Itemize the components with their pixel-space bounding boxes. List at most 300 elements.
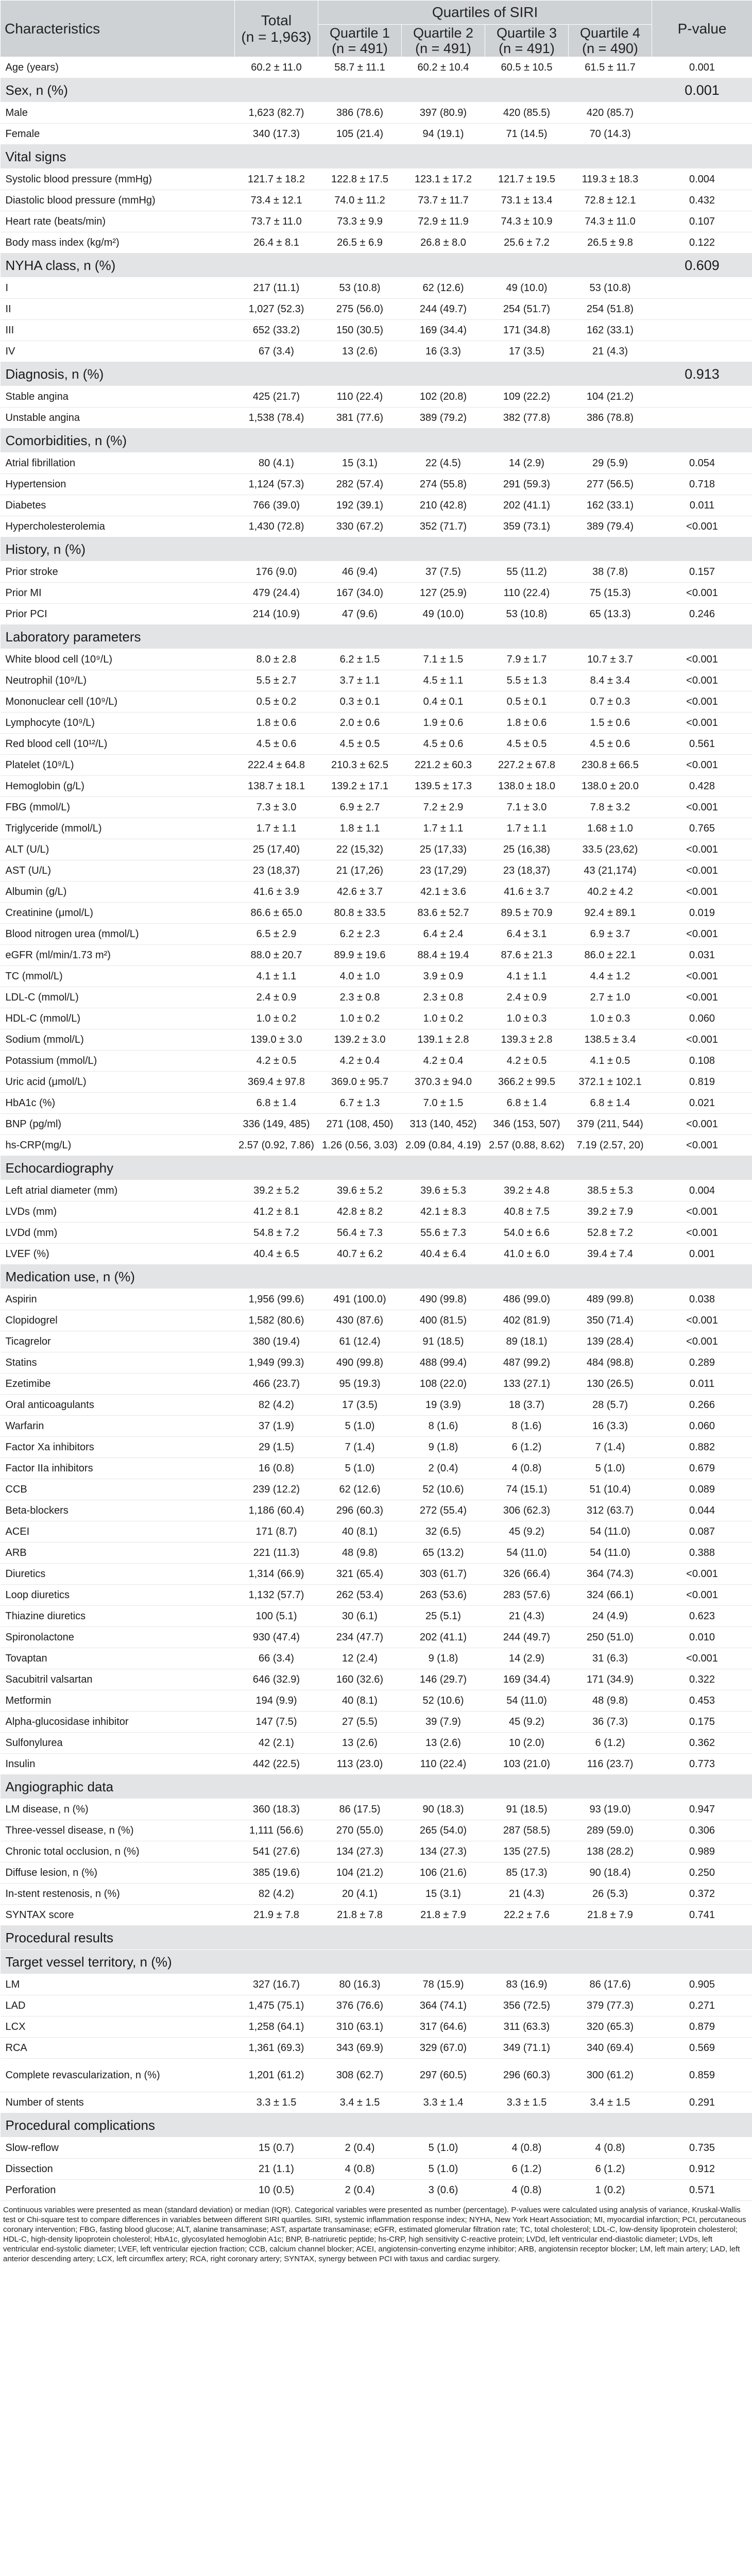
section-p-value: 0.913 [652,362,752,386]
p-value-cell: 0.819 [652,1072,752,1093]
quartile-4-cell: 0.7 ± 0.3 [569,691,652,713]
quartile-4-cell: 277 (56.5) [569,474,652,495]
quartile-1-header [318,25,402,57]
p-value-cell: <0.001 [652,797,752,818]
total-cell: 1,201 (61.2) [235,2059,318,2092]
quartile-1-cell: 150 (30.5) [318,320,402,341]
quartile-2-cell: 90 (18.3) [402,1799,485,1820]
quartile-1-cell: 270 (55.0) [318,1820,402,1841]
quartile-3-cell: 311 (63.3) [485,2016,569,2038]
quartile-4-cell: 162 (33.1) [569,320,652,341]
quartile-2-cell: 139.5 ± 17.3 [402,776,485,797]
quartile-4-cell: 1.68 ± 1.0 [569,818,652,839]
row-label: LVDs (mm) [1,1201,235,1223]
quartile-1-cell: 61 (12.4) [318,1331,402,1352]
total-cell: 40.4 ± 6.5 [235,1244,318,1265]
quartile-3-cell: 55 (11.2) [485,562,569,583]
quartile-2-cell: 3 (0.6) [402,2180,485,2201]
quartile-4-cell: 38.5 ± 5.3 [569,1180,652,1201]
quartile-3-cell: 71 (14.5) [485,124,569,145]
table-row [1,1201,752,1223]
quartile-4-cell: 4.1 ± 0.5 [569,1050,652,1072]
quartile-3-cell: 39.2 ± 4.8 [485,1180,569,1201]
quartile-4-cell: 489 (99.8) [569,1289,652,1310]
quartile-1-cell: 104 (21.2) [318,1862,402,1884]
quartile-1-cell: 310 (63.1) [318,2016,402,2038]
quartile-4-cell: 1.0 ± 0.3 [569,1008,652,1029]
quartile-1-cell: 2 (0.4) [318,2138,402,2159]
quartile-1-cell: 80.8 ± 33.5 [318,903,402,924]
row-label: Left atrial diameter (mm) [1,1180,235,1201]
row-label: Sulfonylurea [1,1733,235,1754]
table-row [1,797,752,818]
p-value-cell: 0.879 [652,2016,752,2038]
row-label: Uric acid (μmol/L) [1,1072,235,1093]
quartile-4-cell: 289 (59.0) [569,1820,652,1841]
quartile-1-cell: 39.6 ± 5.2 [318,1180,402,1201]
total-cell: 4.5 ± 0.6 [235,734,318,755]
quartile-3-cell: 287 (58.5) [485,1820,569,1841]
quartile-2-n: (n = 491) [415,41,471,56]
quartile-3-cell: 110 (22.4) [485,583,569,604]
quartile-1-cell: 80 (16.3) [318,1974,402,1995]
p-value-cell: 0.362 [652,1733,752,1754]
table-row [1,1884,752,1905]
row-label: Platelet (10⁹/L) [1,755,235,776]
quartile-1-cell: 7 (1.4) [318,1437,402,1458]
section-label: NYHA class, n (%) [1,253,652,278]
quartile-1-cell: 321 (65.4) [318,1564,402,1585]
quartile-1-cell: 386 (78.6) [318,103,402,124]
table-row [1,1331,752,1352]
quartile-1-cell: 42.8 ± 8.2 [318,1201,402,1223]
total-cell: 54.8 ± 7.2 [235,1223,318,1244]
quartile-4-cell: 5 (1.0) [569,1458,652,1479]
quartile-3-cell: 54 (11.0) [485,1690,569,1711]
section-header-row [1,537,752,562]
quartile-2-cell: 40.4 ± 6.4 [402,1244,485,1265]
quartile-1-cell: 2 (0.4) [318,2180,402,2201]
row-label: LM disease, n (%) [1,1799,235,1820]
quartile-3-cell: 402 (81.9) [485,1310,569,1331]
table-row [1,1310,752,1331]
p-value-cell: <0.001 [652,839,752,860]
quartile-2-cell: 490 (99.8) [402,1289,485,1310]
p-value-cell: 0.741 [652,1905,752,1926]
quartile-3-cell: 3.3 ± 1.5 [485,2092,569,2113]
quartile-3-cell: 486 (99.0) [485,1289,569,1310]
total-cell: 37 (1.9) [235,1416,318,1437]
row-label: Diffuse lesion, n (%) [1,1862,235,1884]
total-cell: 16 (0.8) [235,1458,318,1479]
p-value-cell: <0.001 [652,670,752,691]
quartile-4-cell: 54 (11.0) [569,1521,652,1543]
quartile-3-cell: 133 (27.1) [485,1374,569,1395]
p-value-cell [652,386,752,408]
quartile-3-cell: 139.3 ± 2.8 [485,1029,569,1050]
table-row [1,1754,752,1775]
table-row [1,341,752,362]
quartile-3-cell: 349 (71.1) [485,2038,569,2059]
quartile-3-cell: 6 (1.2) [485,2159,569,2180]
quartile-2-cell: 313 (140, 452) [402,1114,485,1135]
quartile-3-cell: 2.4 ± 0.9 [485,987,569,1008]
row-label: HDL-C (mmol/L) [1,1008,235,1029]
quartile-2-cell: 134 (27.3) [402,1841,485,1862]
p-value-cell: 0.432 [652,190,752,211]
quartile-4-cell: 300 (61.2) [569,2059,652,2092]
p-value-cell: 0.322 [652,1669,752,1690]
quartile-2-cell: 400 (81.5) [402,1310,485,1331]
quartile-3-name: Quartile 3 [496,25,557,41]
table-row [1,713,752,734]
section-label: Echocardiography [1,1156,652,1180]
quartile-3-cell: 4.5 ± 0.5 [485,734,569,755]
total-cell: 222.4 ± 64.8 [235,755,318,776]
section-label: Diagnosis, n (%) [1,362,652,386]
table-row [1,1352,752,1374]
total-cell: 336 (149, 485) [235,1114,318,1135]
table-row [1,1050,752,1072]
quartile-4-cell: 21.8 ± 7.9 [569,1905,652,1926]
p-value-cell: 0.122 [652,232,752,253]
quartile-4-cell: 4.5 ± 0.6 [569,734,652,755]
quartile-3-cell: 45 (9.2) [485,1711,569,1733]
quartile-4-cell: 6 (1.2) [569,2159,652,2180]
p-value-cell [652,124,752,145]
row-label: Sodium (mmol/L) [1,1029,235,1050]
p-value-cell [652,341,752,362]
total-cell: 425 (21.7) [235,386,318,408]
p-value-cell: <0.001 [652,966,752,987]
quartile-1-cell: 22 (15,32) [318,839,402,860]
quartile-1-cell: 6.2 ± 2.3 [318,924,402,945]
quartile-1-cell: 4.0 ± 1.0 [318,966,402,987]
p-value-cell: <0.001 [652,1029,752,1050]
section-p-value [652,1156,752,1180]
table-row [1,1437,752,1458]
quartile-1-cell: 21.8 ± 7.8 [318,1905,402,1926]
row-label: Hemoglobin (g/L) [1,776,235,797]
quartile-2-cell: 42.1 ± 8.3 [402,1201,485,1223]
p-value-cell: 0.107 [652,211,752,232]
quartile-3-cell: 74 (15.1) [485,1479,569,1500]
quartile-4-header [569,25,652,57]
quartile-2-cell: 389 (79.2) [402,408,485,429]
quartile-1-cell: 234 (47.7) [318,1627,402,1648]
quartile-3-cell: 4 (0.8) [485,2138,569,2159]
quartile-3-cell: 366.2 ± 99.5 [485,1072,569,1093]
quartile-4-cell: 28 (5.7) [569,1395,652,1416]
p-value-cell [652,320,752,341]
table-row [1,1995,752,2016]
total-cell: 4.2 ± 0.5 [235,1050,318,1072]
quartile-3-cell: 227.2 ± 67.8 [485,755,569,776]
row-label: Body mass index (kg/m²) [1,232,235,253]
row-label: Diabetes [1,495,235,516]
p-value-cell: 0.679 [652,1458,752,1479]
total-cell: 6.8 ± 1.4 [235,1093,318,1114]
row-label: ALT (U/L) [1,839,235,860]
quartile-2-cell: 329 (67.0) [402,2038,485,2059]
p-value-cell: 0.054 [652,453,752,474]
total-cell: 171 (8.7) [235,1521,318,1543]
quartile-4-cell: 324 (66.1) [569,1585,652,1606]
table-row [1,1244,752,1265]
p-value-cell: 0.388 [652,1543,752,1564]
quartile-1-cell: 74.0 ± 11.2 [318,190,402,211]
table-row [1,818,752,839]
p-value-cell: 0.453 [652,1690,752,1711]
row-label: Creatinine (μmol/L) [1,903,235,924]
table-row [1,278,752,299]
quartile-1-cell: 42.6 ± 3.7 [318,882,402,903]
row-label: AST (U/L) [1,860,235,882]
p-value-cell: <0.001 [652,691,752,713]
p-value-cell: <0.001 [652,1564,752,1585]
quartile-3-cell: 22.2 ± 7.6 [485,1905,569,1926]
row-label: Aspirin [1,1289,235,1310]
total-cell: 29 (1.5) [235,1437,318,1458]
quartile-2-cell: 7.2 ± 2.9 [402,797,485,818]
quartile-3-cell: 49 (10.0) [485,278,569,299]
quartile-3-cell: 23 (18,37) [485,860,569,882]
quartile-3-cell: 283 (57.6) [485,1585,569,1606]
row-label: Tovaptan [1,1648,235,1669]
section-header-row [1,253,752,278]
quartile-4-cell: 389 (79.4) [569,516,652,537]
quartile-2-cell: 26.8 ± 8.0 [402,232,485,253]
table-row [1,924,752,945]
total-cell: 380 (19.4) [235,1331,318,1352]
section-p-value [652,1950,752,1974]
quartile-1-cell: 48 (9.8) [318,1543,402,1564]
total-cell: 1,111 (56.6) [235,1820,318,1841]
table-row [1,1733,752,1754]
table-row [1,776,752,797]
quartile-4-cell: 312 (63.7) [569,1500,652,1521]
row-label: Sacubitril valsartan [1,1669,235,1690]
total-cell: 8.0 ± 2.8 [235,649,318,670]
quartile-3-cell: 356 (72.5) [485,1995,569,2016]
p-value-cell [652,299,752,320]
quartile-1-cell: 343 (69.9) [318,2038,402,2059]
quartile-4-cell: 72.8 ± 12.1 [569,190,652,211]
total-cell: 100 (5.1) [235,1606,318,1627]
quartile-1-cell: 3.7 ± 1.1 [318,670,402,691]
p-value-cell: 0.306 [652,1820,752,1841]
total-cell: 1,949 (99.3) [235,1352,318,1374]
quartile-4-cell: 350 (71.4) [569,1310,652,1331]
quartile-2-cell: 108 (22.0) [402,1374,485,1395]
quartile-2-cell: 244 (49.7) [402,299,485,320]
total-cell: 1,186 (60.4) [235,1500,318,1521]
quartile-1-cell: 30 (6.1) [318,1606,402,1627]
p-value-cell: <0.001 [652,1223,752,1244]
quartile-3-cell: 4.2 ± 0.5 [485,1050,569,1072]
p-value-cell: 0.089 [652,1479,752,1500]
quartile-4-cell: 139 (28.4) [569,1331,652,1352]
section-p-value [652,145,752,169]
total-cell: 0.5 ± 0.2 [235,691,318,713]
total-cell: 479 (24.4) [235,583,318,604]
quartile-2-cell: 127 (25.9) [402,583,485,604]
quartile-2-cell: 488 (99.4) [402,1352,485,1374]
quartile-1-cell: 491 (100.0) [318,1289,402,1310]
p-value-cell: 0.246 [652,604,752,625]
quartile-3-cell: 103 (21.0) [485,1754,569,1775]
p-value-cell: <0.001 [652,1585,752,1606]
quartile-2-cell: 5 (1.0) [402,2159,485,2180]
total-cell: 80 (4.1) [235,453,318,474]
total-cell: 194 (9.9) [235,1690,318,1711]
quartile-2-cell: 210 (42.8) [402,495,485,516]
total-column-header [235,1,318,57]
quartile-4-cell: 61.5 ± 11.7 [569,57,652,78]
section-header-row [1,1926,752,1950]
table-row [1,1374,752,1395]
total-cell: 1,361 (69.3) [235,2038,318,2059]
quartile-3-cell: 4 (0.8) [485,2180,569,2201]
quartile-3-cell: 121.7 ± 19.5 [485,169,569,190]
quartile-1-cell: 5 (1.0) [318,1416,402,1437]
section-p-value [652,2113,752,2138]
section-header-row [1,1156,752,1180]
quartile-4-cell: 8.4 ± 3.4 [569,670,652,691]
quartile-2-header [402,25,485,57]
quartile-1-cell: 6.7 ± 1.3 [318,1093,402,1114]
quartile-4-cell: 26 (5.3) [569,1884,652,1905]
quartile-2-cell: 16 (3.3) [402,341,485,362]
table-header [1,1,752,57]
quartile-3-cell: 40.8 ± 7.5 [485,1201,569,1223]
table-row [1,453,752,474]
quartile-2-cell: 3.9 ± 0.9 [402,966,485,987]
quartile-2-cell: 39 (7.9) [402,1711,485,1733]
quartile-3-cell: 89.5 ± 70.9 [485,903,569,924]
quartile-3-cell: 25 (16,38) [485,839,569,860]
quartile-4-cell: 116 (23.7) [569,1754,652,1775]
p-value-cell: 0.569 [652,2038,752,2059]
quartile-3-cell: 5.5 ± 1.3 [485,670,569,691]
quartile-3-header [485,25,569,57]
quartile-4-cell: 340 (69.4) [569,2038,652,2059]
row-label: Perforation [1,2180,235,2201]
quartile-2-cell: 91 (18.5) [402,1331,485,1352]
quartile-2-cell: 39.6 ± 5.3 [402,1180,485,1201]
quartile-3-cell: 14 (2.9) [485,1648,569,1669]
quartile-3-cell: 6.4 ± 3.1 [485,924,569,945]
p-value-cell: 0.157 [652,562,752,583]
table-row [1,1416,752,1437]
row-label: Lymphocyte (10⁹/L) [1,713,235,734]
quartile-3-cell: 0.5 ± 0.1 [485,691,569,713]
quartile-4-cell: 36 (7.3) [569,1711,652,1733]
quartile-4-cell: 130 (26.5) [569,1374,652,1395]
row-label: Heart rate (beats/min) [1,211,235,232]
quartile-1-cell: 5 (1.0) [318,1458,402,1479]
quartile-1-cell: 53 (10.8) [318,278,402,299]
quartile-3-cell: 14 (2.9) [485,453,569,474]
quartile-4-cell: 2.7 ± 1.0 [569,987,652,1008]
quartile-1-cell: 40 (8.1) [318,1521,402,1543]
row-label: HbA1c (%) [1,1093,235,1114]
row-label: Unstable angina [1,408,235,429]
table-row [1,839,752,860]
row-label: Metformin [1,1690,235,1711]
quartile-3-cell: 83 (16.9) [485,1974,569,1995]
quartile-4-cell: 162 (33.1) [569,495,652,516]
row-label: LVEF (%) [1,1244,235,1265]
quartile-3-cell: 2.57 (0.88, 8.62) [485,1135,569,1156]
table-row [1,604,752,625]
p-value-cell: 0.912 [652,2159,752,2180]
row-label: LDL-C (mmol/L) [1,987,235,1008]
quartile-4-cell: 39.4 ± 7.4 [569,1244,652,1265]
quartile-2-cell: 370.3 ± 94.0 [402,1072,485,1093]
quartile-2-cell: 4.5 ± 1.1 [402,670,485,691]
quartile-2-cell: 1.0 ± 0.2 [402,1008,485,1029]
quartile-3-cell: 4 (0.8) [485,1458,569,1479]
total-cell: 369.4 ± 97.8 [235,1072,318,1093]
quartile-2-cell: 4.2 ± 0.4 [402,1050,485,1072]
total-cell: 1,956 (99.6) [235,1289,318,1310]
table-row [1,386,752,408]
quartile-3-cell: 244 (49.7) [485,1627,569,1648]
total-cell: 217 (11.1) [235,278,318,299]
row-label: ACEI [1,1521,235,1543]
quartile-1-cell: 3.4 ± 1.5 [318,2092,402,2113]
quartile-1-cell: 105 (21.4) [318,124,402,145]
row-label: eGFR (ml/min/1.73 m²) [1,945,235,966]
quartile-2-cell: 52 (10.6) [402,1479,485,1500]
quartile-3-cell: 54.0 ± 6.6 [485,1223,569,1244]
quartile-3-cell: 53 (10.8) [485,604,569,625]
section-p-value [652,1265,752,1289]
p-value-header: P-value [652,1,752,57]
total-cell: 23 (18,37) [235,860,318,882]
quartile-2-cell: 2.09 (0.84, 4.19) [402,1135,485,1156]
quartile-2-cell: 169 (34.4) [402,320,485,341]
quartile-2-cell: 55.6 ± 7.3 [402,1223,485,1244]
total-cell: 652 (33.2) [235,320,318,341]
total-cell: 39.2 ± 5.2 [235,1180,318,1201]
quartile-3-cell: 1.7 ± 1.1 [485,818,569,839]
table-row [1,1114,752,1135]
characteristics-header: Characteristics [1,1,235,57]
p-value-cell: 0.882 [652,1437,752,1458]
total-cell: 42 (2.1) [235,1733,318,1754]
total-cell: 646 (32.9) [235,1669,318,1690]
quartile-1-cell: 26.5 ± 6.9 [318,232,402,253]
quartile-4-cell: 74.3 ± 11.0 [569,211,652,232]
quartile-4-cell: 21 (4.3) [569,341,652,362]
quartile-2-cell: 102 (20.8) [402,386,485,408]
table-row [1,755,752,776]
p-value-cell: <0.001 [652,860,752,882]
quartile-2-cell: 42.1 ± 3.6 [402,882,485,903]
row-label: Ezetimibe [1,1374,235,1395]
table-row [1,2016,752,2038]
row-label: Oral anticoagulants [1,1395,235,1416]
quartile-3-cell: 1.8 ± 0.6 [485,713,569,734]
quartile-2-cell: 272 (55.4) [402,1500,485,1521]
row-label: Statins [1,1352,235,1374]
p-value-cell [652,103,752,124]
table-row [1,495,752,516]
row-label: Atrial fibrillation [1,453,235,474]
table-row [1,1458,752,1479]
